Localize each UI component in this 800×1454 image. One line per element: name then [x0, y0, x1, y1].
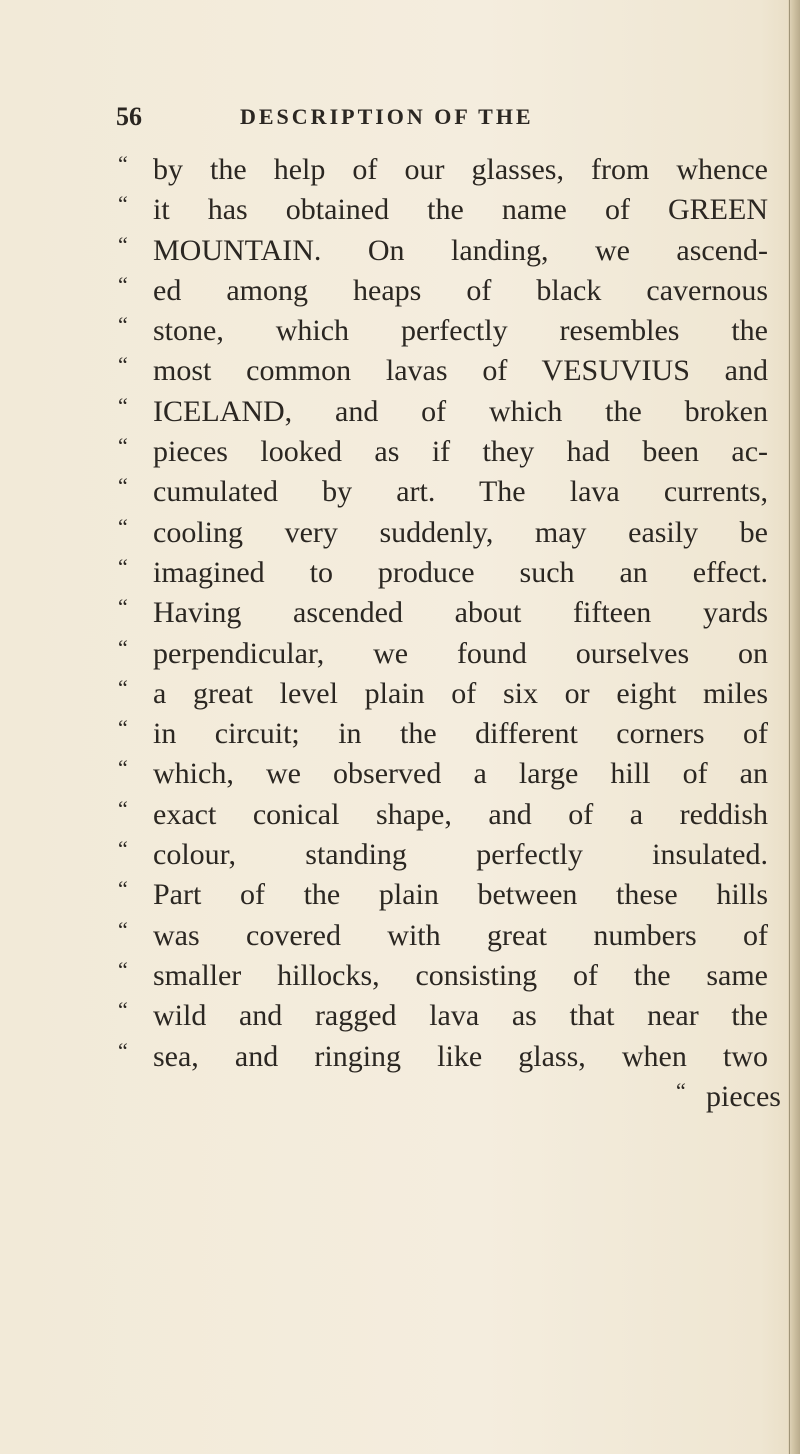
text-line: [118, 835, 768, 875]
text-line: [118, 674, 768, 714]
quote-mark: “: [118, 956, 128, 982]
quote-mark: “: [118, 795, 128, 821]
line-text: by the help of our glasses, from whence: [153, 153, 768, 186]
text-line: [118, 875, 768, 915]
quote-mark: “: [118, 916, 128, 942]
page-number: 56: [116, 102, 142, 131]
quote-mark: “: [118, 271, 128, 297]
line-text: was covered with great numbers of: [153, 918, 768, 952]
catchword-line: [118, 1077, 781, 1117]
text-line: [118, 392, 768, 432]
quote-mark: “: [118, 191, 128, 217]
catchword: pieces: [706, 1079, 781, 1113]
text-line: [118, 271, 768, 311]
quote-mark: “: [118, 876, 128, 902]
quote-mark: “: [118, 836, 128, 862]
line-text: in circuit; in the different corners of: [153, 717, 768, 751]
quote-mark: “: [118, 473, 128, 499]
quote-mark: “: [118, 433, 128, 459]
text-line: [118, 150, 768, 190]
quote-mark: “: [118, 715, 128, 741]
line-text: ed among heaps of black cavernous: [153, 273, 768, 307]
text-line: [118, 513, 768, 553]
quote-mark: “: [676, 1077, 686, 1103]
text-line: [118, 190, 768, 230]
line-text: sea, and ringing like glass, when two: [153, 1039, 768, 1073]
line-text: stone, which perfectly resembles the: [153, 314, 768, 348]
text-line: [118, 593, 768, 633]
line-text: it has obtained the name of GREEN: [153, 193, 768, 227]
text-line: [118, 432, 768, 472]
quote-mark: “: [118, 634, 128, 660]
quote-mark: “: [118, 231, 128, 257]
line-text: a great level plain of six or eight miles: [153, 676, 768, 710]
body-text: [118, 150, 781, 1117]
line-text: exact conical shape, and of a reddish: [153, 797, 768, 831]
line-text: colour, standing perfectly insulated.: [153, 838, 768, 872]
quote-mark: “: [118, 997, 128, 1023]
text-line: [118, 996, 768, 1036]
quote-mark: “: [118, 553, 128, 579]
line-text: which, we observed a large hill of an: [153, 757, 768, 791]
text-line: [118, 351, 768, 391]
line-text: most common lavas of VESUVIUS and: [153, 354, 768, 388]
quote-mark: “: [118, 755, 128, 781]
line-text: Part of the plain between these hills: [153, 878, 768, 912]
running-head: DESCRIPTION OF THE: [240, 104, 534, 129]
quote-mark: “: [118, 594, 128, 620]
quote-mark: “: [118, 151, 128, 176]
quote-mark: “: [118, 352, 128, 378]
line-text: cumulated by art. The lava currents,: [153, 475, 768, 509]
text-line: [118, 714, 768, 754]
page-edge-line: [789, 0, 790, 1454]
text-line: [118, 634, 768, 674]
quote-mark: “: [118, 392, 128, 418]
quote-mark: “: [118, 674, 128, 700]
quote-mark: “: [118, 1037, 128, 1063]
line-text: smaller hillocks, consisting of the same: [153, 958, 768, 992]
quote-mark: “: [118, 312, 128, 338]
text-line: [118, 754, 768, 794]
line-text: imagined to produce such an effect.: [153, 555, 768, 589]
text-line: [118, 1037, 768, 1077]
quote-mark: “: [118, 513, 128, 539]
line-text: perpendicular, we found ourselves on: [153, 636, 768, 670]
page-header: [116, 102, 796, 142]
text-line: [118, 795, 768, 835]
line-text: cooling very suddenly, may easily be: [153, 515, 768, 549]
line-text: pieces looked as if they had been ac-: [153, 435, 768, 469]
line-text: ICELAND, and of which the broken: [153, 394, 768, 428]
text-line: [118, 231, 768, 271]
text-line: [118, 916, 768, 956]
text-line: [118, 956, 768, 996]
text-line: [118, 553, 768, 593]
line-text: MOUNTAIN. On landing, we ascend-: [153, 233, 768, 267]
text-line: [118, 472, 768, 512]
text-line: [118, 311, 768, 351]
line-text: Having ascended about fifteen yards: [153, 596, 768, 630]
line-text: wild and ragged lava as that near the: [153, 999, 768, 1033]
